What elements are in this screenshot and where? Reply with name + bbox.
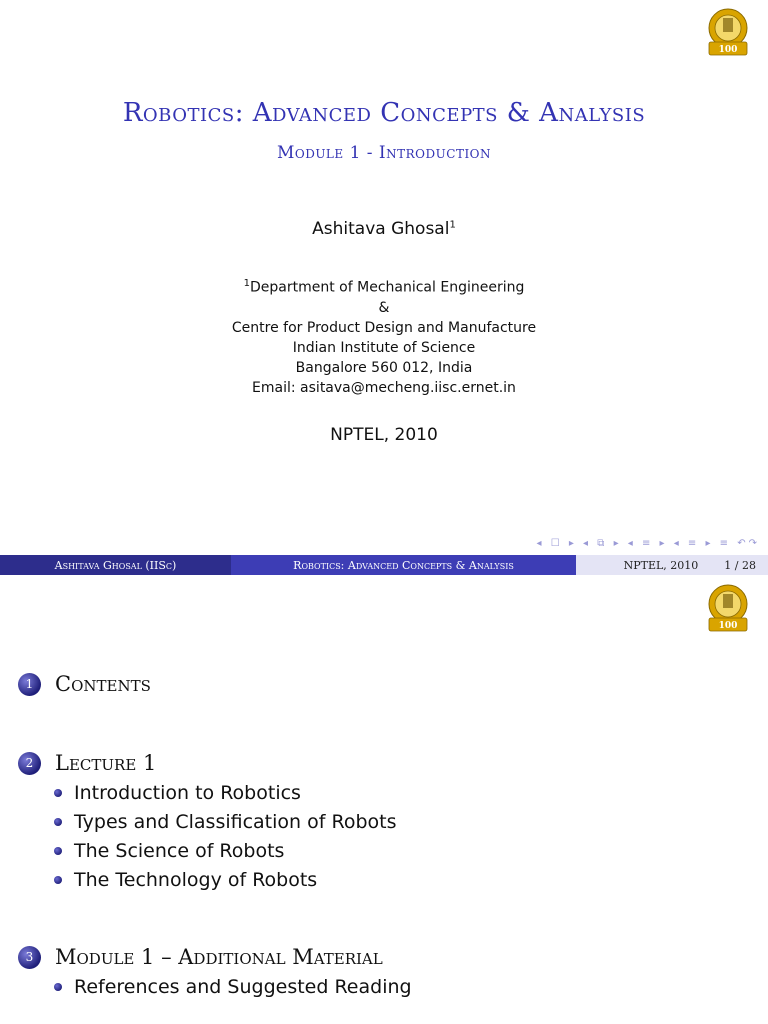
outline-section-contents[interactable] — [18, 672, 151, 696]
bullet-icon — [54, 818, 62, 826]
presentation-date: NPTEL, 2010 — [330, 425, 438, 445]
list-item[interactable]: The Technology of Robots — [54, 865, 396, 894]
page-number: 1 / 28 — [724, 558, 756, 572]
bullet-icon — [54, 789, 62, 797]
additional-material-items — [54, 972, 412, 1001]
outline-section-additional-material[interactable] — [18, 945, 383, 969]
lecture-1-items — [54, 778, 396, 894]
list-item[interactable]: Introduction to Robotics — [54, 778, 396, 807]
footer-info — [576, 555, 768, 575]
bullet-icon — [54, 876, 62, 884]
bullet-icon — [54, 983, 62, 991]
svg-text:100: 100 — [718, 621, 738, 631]
svg-text:100: 100 — [718, 45, 738, 55]
beamer-navigation-icons[interactable]: ◂ ☐ ▸ ◂ ⧉ ▸ ◂ ≡ ▸ ◂ ≡ ▸ ≡ ↶↷ — [536, 538, 760, 549]
list-item[interactable]: References and Suggested Reading — [54, 972, 412, 1001]
presentation-title: Robotics: Advanced Concepts & Analysis — [122, 98, 646, 128]
section-number: 1 — [18, 673, 41, 696]
slide-footer — [0, 555, 768, 575]
author-name: Ashitava Ghosal$^1$ — [312, 219, 456, 239]
footer-author: Ashitava Ghosal (IISc) — [0, 555, 231, 575]
list-item[interactable]: The Science of Robots — [54, 836, 396, 865]
institution-block: $^1$Department of Mechanical Engineering & Centre for Product Design and Manufacture Indian Institute of Science Bangalore 560 012, India Email: asitava@mecheng.iisc.ernet.in — [231, 278, 537, 396]
footer-title: Robotics: Advanced Concepts & Analysis — [231, 555, 576, 575]
presentation-subtitle: Module 1 - Introduction — [276, 143, 492, 163]
list-item[interactable]: Types and Classification of Robots — [54, 807, 396, 836]
bullet-icon — [54, 847, 62, 855]
outline-slide — [0, 576, 768, 1024]
footer-date: NPTEL, 2010 — [623, 558, 699, 572]
section-number: 2 — [18, 752, 41, 775]
iisc-logo-icon — [706, 8, 750, 58]
section-title: Module 1 – Additional Material — [55, 945, 383, 969]
section-title: Lecture 1 — [55, 751, 157, 775]
iisc-logo-icon — [706, 584, 750, 634]
outline-section-lecture-1[interactable] — [18, 751, 156, 775]
section-title: Contents — [55, 672, 151, 696]
section-number: 3 — [18, 946, 41, 969]
